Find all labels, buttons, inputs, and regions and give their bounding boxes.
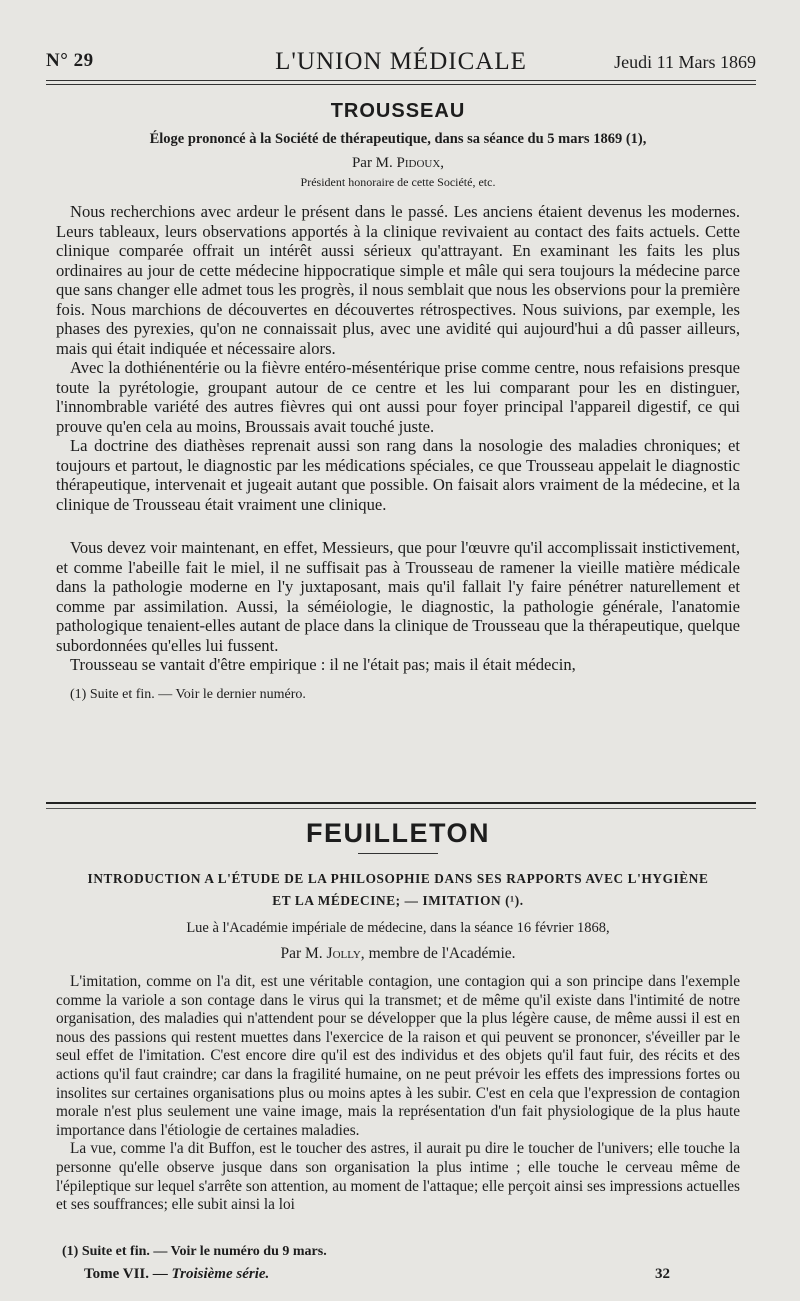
feuilleton-byline — [56, 945, 740, 963]
heading-line-1: INTRODUCTION A L'ÉTUDE DE LA PHILOSOPHIE DANS SES RAPPORTS AVEC L'HYGIÈNE — [87, 871, 709, 886]
author-suffix: membre de l'Académie. — [364, 945, 516, 962]
read-note: Lue à l'Académie impériale de médecine, dans la séance 16 février 1868, — [186, 920, 610, 936]
author-role: Président honoraire de cette Société, etc. — [300, 175, 496, 189]
series-text: Troisième série. — [171, 1266, 270, 1282]
page-footer — [84, 1266, 670, 1286]
paragraph: L'imitation, comme on l'a dit, est une véritable contagion, une contagion qui a son principe dans l'exemple comme la variole a son contage dans le virus qui la transmet; et de même qu'il existe dans l'intimité de notre organisation, des maladies qui n'attendent pour se développer que la plus légère cause, de même aussi il est en nous des passions qui restent muettes dans l'exercice de la raison et qui peuvent se prononcer, s'éveiller par le seul effet de l'imitation. C'est encore dire qu'il est des individus et des objets qu'il faut fuir, des récits et des actions qu'il faut craindre; car dans la fragilité humaine, on ne peut prévoir les effets des impressions fortes ou insolites sur certaines organisations plus ou moins aptes à les subir. C'est en cela que l'expression de contagion morale n'est plus seulement une vaine image, mais la représentation d'un fait physiologique de la plus haute importance dans l'étiologie de certaines maladies. — [56, 973, 740, 1139]
article-subtitle: Éloge prononcé à la Société de thérapeutique, dans sa séance du 5 mars 1869 (1), — [149, 131, 647, 147]
masthead — [46, 50, 756, 76]
article-title: TROUSSEAU — [330, 100, 466, 122]
paragraph: La vue, comme l'a dit Buffon, est le toucher des astres, il aurait pu dire le toucher de l'univers; elle touche la personne qu'elle observe jusque dans son organisation la plus intime ; elle touche le cerveau même de l'épileptique sur lequel s'arrête son attention, au moment de l'attaque; elle perçoit ainsi ses impressions actuelles et ses souffrances; elle subit ainsi la loi — [56, 1140, 740, 1214]
title-underline — [358, 853, 438, 854]
paragraph: Avec la dothiénentérie ou la fièvre entéro-mésentérique prise comme centre, nous refaisions presque toute la pyrétologie, groupant autour de ce centre et les lui comparant pour les en distinguer, l'innombrable variété des autres fièvres qui ont aussi pour foyer principal l'appareil digestif, ce qui prouve qu'en cela au moins, Broussais avait touché juste. — [56, 358, 740, 436]
section-rule — [46, 802, 756, 809]
heading-line-2: ET LA MÉDECINE; — IMITATION (¹). — [272, 893, 524, 908]
byline-prefix: Par M. — [351, 155, 393, 171]
byline-prefix: Par M. — [280, 945, 323, 962]
feuilleton-body — [56, 973, 740, 1215]
article-body — [56, 202, 740, 675]
article-byline — [56, 155, 740, 172]
issue-date: Jeudi 11 Mars 1869 — [614, 52, 756, 72]
journal-title: L'UNION MÉDICALE — [275, 48, 527, 75]
author-name: Pidoux, — [396, 155, 445, 171]
paragraph: Nous recherchions avec ardeur le présent dans le passé. Les anciens étaient devenus les modernes. Leurs tableaux, leurs observations apportés à la clinique revivaient au contact des faits actuels. Cette clinique comparée offrait un intérêt aussi sérieux qu'attrayant. En examinant les faits les plus ordinaires au jour de cette médecine hippocratique simple et mâle qui sera toujours la médecine parce que sans changer elle admet tous les progrès, il nous semblait que nous les observions pour la première fois. Nous marchions de découvertes en découvertes rétrospectives. Nous suivions, par exemple, les phases des pyrexies, qu'on ne connaissait plus, avec une avidité qui aujourd'hui a dû passer ailleurs, mais qui était indiquée et nécessaire alors. — [56, 202, 740, 358]
author-name: Jolly, — [326, 945, 365, 962]
article-footnote: (1) Suite et fin. — Voir le dernier numéro. — [70, 686, 306, 702]
article-trousseau — [56, 100, 740, 703]
header-rule — [46, 80, 756, 85]
paragraph: La doctrine des diathèses reprenait aussi son rang dans la nosologie des maladies chroniques; et toujours et partout, le diagnostic par les médications spéciales, ce que Trousseau appelait le diagnostic thérapeutique, intervenait et jugeait autant que possible. On faisait alors vraiment de la médecine, et la clinique de Trousseau était vraiment une clinique. — [56, 436, 740, 514]
paragraph: Trousseau se vantait d'être empirique : il ne l'était pas; mais il était médecin, — [70, 655, 576, 674]
feuilleton-section — [56, 818, 740, 1215]
paragraph: Vous devez voir maintenant, en effet, Messieurs, que pour l'œuvre qu'il accomplissait instictivement, et comme l'abeille fait le miel, il ne suffisait pas à Trousseau de ramener la vieille matière médicale dans la pathologie moderne en l'y juxtaposant, mais qu'il fallait l'y faire pénétrer naturellement et comme par assimilation. Aussi, la séméiologie, le diagnostic, la pathologie générale, l'anatomie pathologique tenaient-elles autant de place dans la clinique de Trousseau que la thérapeutique, quelque subordonnées qu'elles lui fussent. — [56, 538, 740, 655]
feuilleton-title: FEUILLETON — [305, 818, 490, 848]
tome-text: Tome VII. — — [84, 1266, 172, 1282]
feuilleton-footnote: (1) Suite et fin. — Voir le numéro du 9 mars. — [62, 1244, 327, 1259]
page-number: 32 — [655, 1266, 670, 1282]
tome-label — [84, 1266, 269, 1283]
issue-number: N° 29 — [46, 50, 94, 71]
feuilleton-heading — [56, 868, 740, 912]
